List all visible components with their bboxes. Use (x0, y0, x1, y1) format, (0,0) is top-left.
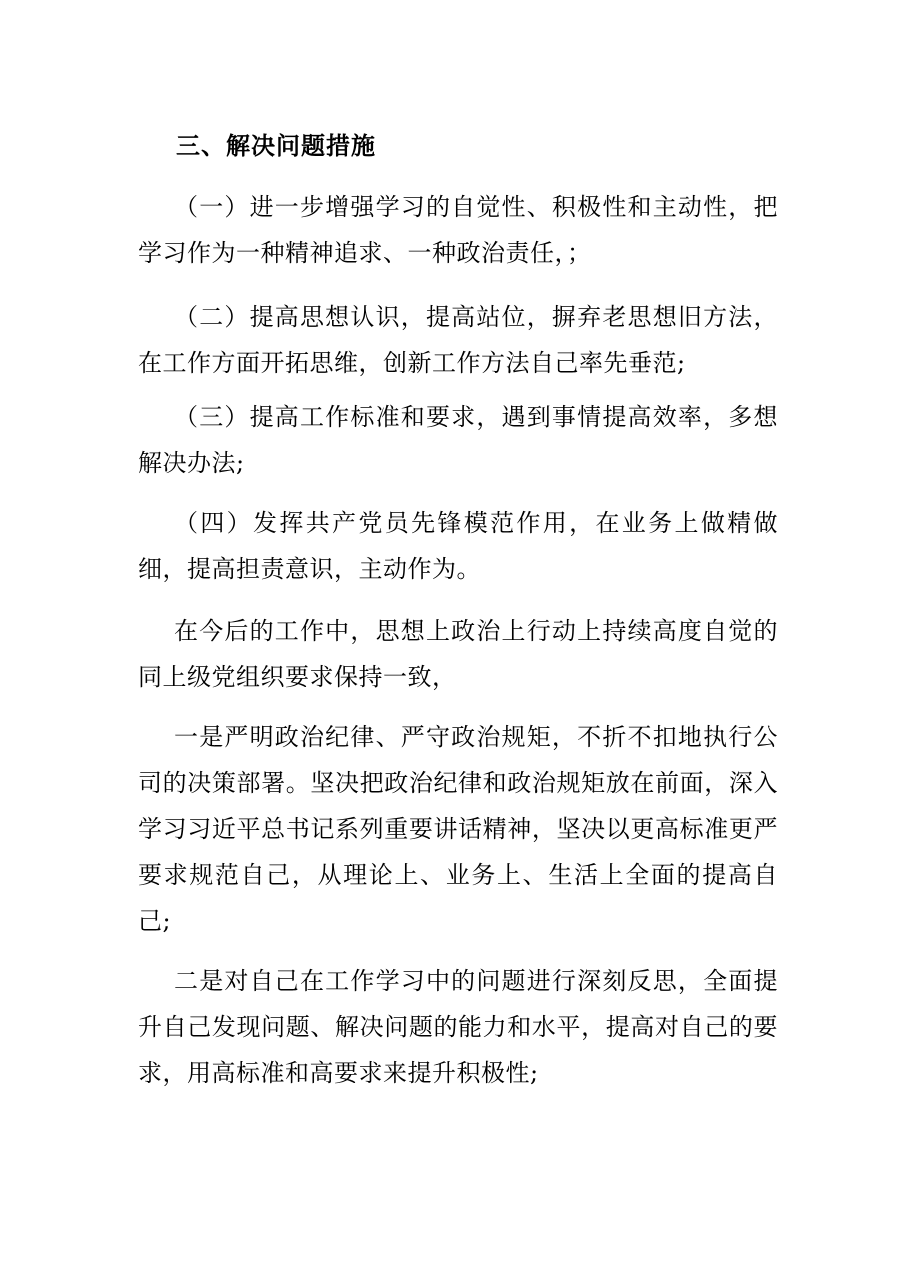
section-heading: 三、解决问题措施 (176, 131, 376, 160)
paragraph-measure-4: （四）发挥共产党员先锋模范作用，在业务上做精做细，提高担责意识，主动作为。 (138, 509, 778, 583)
paragraph-future-work: 在今后的工作中，思想上政治上行动上持续高度自觉的同上级党组织要求保持一致， (138, 617, 778, 691)
paragraph-measure-1: （一）进一步增强学习的自觉性、积极性和主动性，把学习作为一种精神追求、一种政治责任，； (138, 193, 778, 267)
paragraph-point-one: 一是严明政治纪律、严守政治规矩，不折不扣地执行公司的决策部署。坚决把政治纪律和政治规矩放在前面，深入学习习近平总书记系列重要讲话精神，坚决以更高标准更严要求规范自己，从理论上、业务上、生活上全面的提高自己; (138, 723, 778, 935)
paragraph-measure-3: （三）提高工作标准和要求，遇到事情提高效率，多想解决办法; (138, 403, 778, 477)
paragraph-point-two: 二是对自己在工作学习中的问题进行深刻反思，全面提升自己发现问题、解决问题的能力和水平，提高对自己的要求，用高标准和高要求来提升积极性; (138, 967, 778, 1087)
paragraph-measure-2: （二）提高思想认识，提高站位，摒弃老思想旧方法，在工作方面开拓思维，创新工作方法自己率先垂范; (138, 303, 778, 377)
